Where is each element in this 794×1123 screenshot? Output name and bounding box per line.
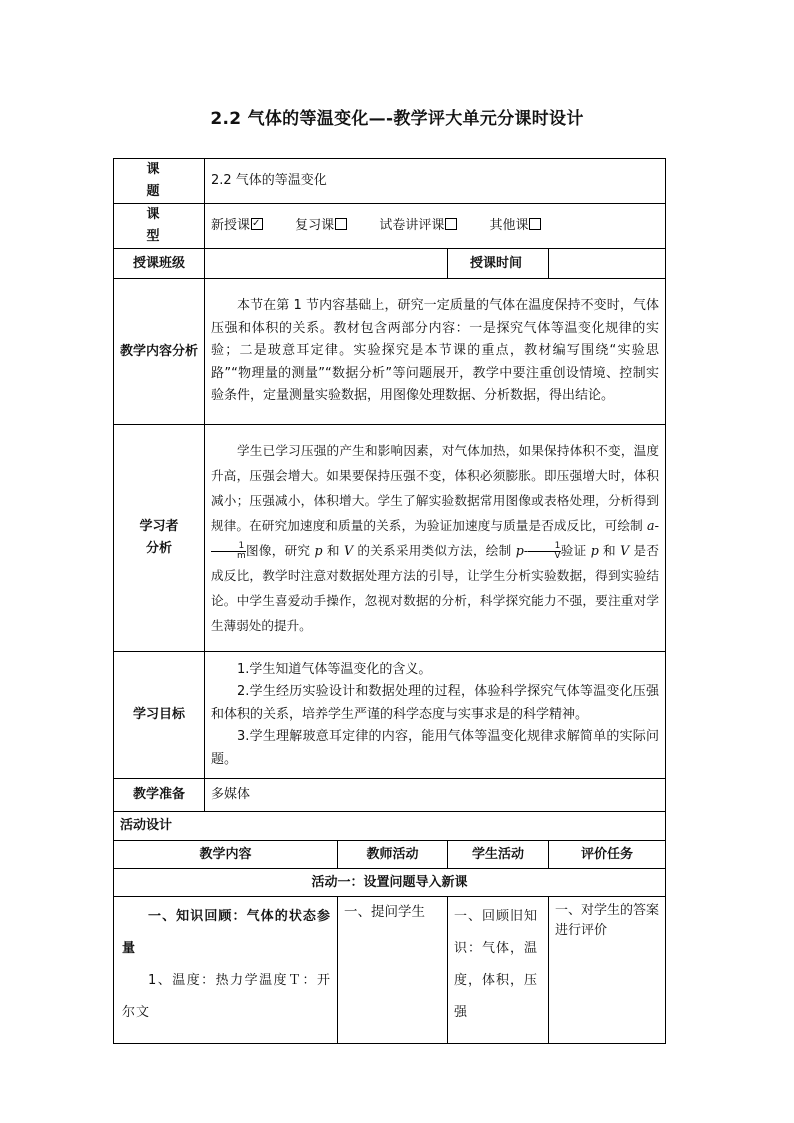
activity1-teacher: 一、提问学生 (338, 897, 448, 1044)
prep-value: 多媒体 (205, 779, 666, 812)
class-row (114, 249, 666, 279)
columns-header-row (114, 841, 666, 869)
fraction-one-over-v: $\frac{1}{V}$ (528, 542, 560, 561)
prep-label: 教学准备 (114, 779, 205, 812)
lesson-plan-table (113, 158, 666, 1044)
type-option-new[interactable]: 新授课✓ (211, 215, 263, 237)
content-analysis-label: 教学内容分析 (114, 279, 205, 425)
learner-analysis-row (114, 425, 666, 652)
learner-analysis-text: 学生已学习压强的产生和影响因素，对气体加热，如果保持体积不变，温度升高，压强会增大。如果要保持压强不变，体积必须膨胀。即压强增大时，体积减小；压强减小，体积增大。学生了解实验数据常用图像或表格处理，分析得到规律。在研究加速度和质量的关系，为验证加速度与质量是否成反比，可绘制 a- $\frac{1}{m}$ 图像，研究 p 和 V 的关系采用类似方法，绘制 p- $\frac{1}{V}$ 验证 p 和 V 是否成反比，教学时注意对数据处理方法的引导，让学生分析实验数据，得到实验结论。中学生喜爱动手操作，忽视对数据的分析，科学探究能力不强，要注重对学生薄弱处的提升。 (205, 425, 666, 652)
col-header-content: 教学内容 (114, 841, 338, 869)
time-value[interactable] (549, 249, 666, 279)
topic-row (114, 159, 666, 204)
learner-analysis-label: 学习者 分析 (114, 425, 205, 652)
content-analysis-row (114, 279, 666, 425)
objectives-row (114, 652, 666, 779)
prep-row (114, 779, 666, 812)
type-option-other[interactable]: 其他课 (489, 215, 541, 237)
activity1-title: 活动一：设置问题导入新课 (114, 869, 666, 897)
type-option-exam[interactable]: 试卷讲评课 (379, 215, 457, 237)
checked-box-icon[interactable] (251, 218, 263, 230)
type-label: 课 型 (114, 204, 205, 249)
objective-item: 3.学生理解玻意耳定律的内容，能用气体等温变化规律求解简单的实际问题。 (211, 729, 659, 767)
class-value[interactable] (205, 249, 448, 279)
type-option-review[interactable]: 复习课 (295, 215, 347, 237)
objectives-list (205, 652, 666, 779)
topic-value: 2.2 气体的等温变化 (205, 159, 666, 204)
activity1-title-row (114, 869, 666, 897)
checkbox-icon[interactable] (529, 218, 541, 230)
objective-item: 1.学生知道气体等温变化的含义。 (237, 661, 432, 677)
class-label: 授课班级 (114, 249, 205, 279)
col-header-student: 学生活动 (448, 841, 549, 869)
activity1-content: 一、知识回顾：气体的状态参量 1、温度：热力学温度Ｔ：开尔文 (114, 897, 338, 1044)
type-row (114, 204, 666, 249)
time-label: 授课时间 (448, 249, 549, 279)
page-title: 2.2 气体的等温变化—-教学评大单元分课时设计 (210, 109, 584, 129)
fraction-one-over-m: $\frac{1}{m}$ (211, 542, 246, 561)
activity-design-label: 活动设计 (114, 812, 666, 841)
activity1-evaluation: 一、对学生的答案进行评价 (549, 897, 666, 1044)
col-header-evaluation: 评价任务 (549, 841, 666, 869)
objectives-label: 学习目标 (114, 652, 205, 779)
col-header-teacher: 教师活动 (338, 841, 448, 869)
checkbox-icon[interactable] (445, 218, 457, 230)
activity1-student: 一、回顾旧知识：气体，温度，体积，压强 (448, 897, 549, 1044)
content-analysis-text: 本节在第 1 节内容基础上，研究一定质量的气体在温度保持不变时，气体压强和体积的关系。教材包含两部分内容：一是探究气体等温变化规律的实验；二是玻意耳定律。实验探究是本节课的重点，教材编写围绕“实验思路”“物理量的测量”“数据分析”等问题展开，教学中要注重创设情境、控制实验条件，定量测量实验数据，用图像处理数据、分析数据，得出结论。 (205, 279, 666, 425)
activity1-row (114, 897, 666, 1044)
checkbox-icon[interactable] (335, 218, 347, 230)
objective-item: 2.学生经历实验设计和数据处理的过程，体验科学探究气体等温变化压强和体积的关系，培养学生严谨的科学态度与实事求是的科学精神。 (211, 684, 659, 722)
type-options (205, 204, 666, 249)
activity-design-row (114, 812, 666, 841)
topic-label: 课 题 (114, 159, 205, 204)
